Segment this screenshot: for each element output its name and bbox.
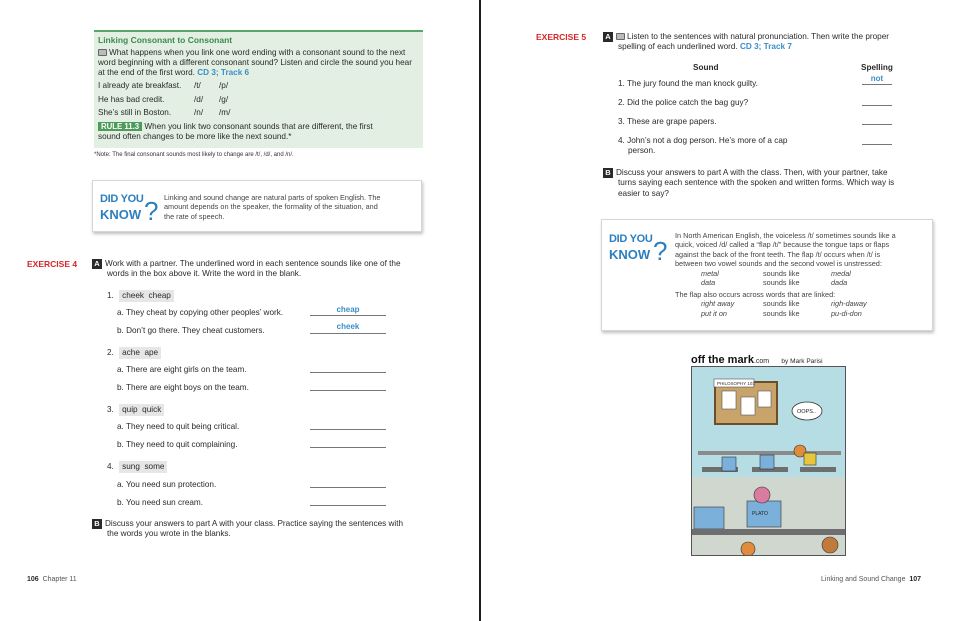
linking-example-row: He has bad credit. /d/ /g/ xyxy=(98,94,229,104)
answer-text: cheek xyxy=(336,322,360,331)
board-label: PHILOSOPHY 101 xyxy=(717,381,755,386)
answer-blank[interactable] xyxy=(862,96,892,106)
word-box: sung some xyxy=(119,461,167,473)
part-b-badge: B xyxy=(92,519,102,529)
did-you-know-text: Linking and sound change are natural parts of spoken English. The amount depends on the speaker, the formality of the situation, and the rate of speech. xyxy=(164,193,381,221)
question-mark-icon: ? xyxy=(653,236,668,266)
sentence-item: a. They cheat by copying other peoples’ work. xyxy=(117,308,284,317)
part-a-badge: A xyxy=(603,32,613,42)
exercise-4-part-b: B Discuss your answers to part A with your class. Practice saying the sentences with the words you wrote in the blanks. xyxy=(92,519,432,540)
exercise-5-instruction: A Listen to the sentences with natural pronunciation. Then write the proper spelling of each underlined word. CD 3; Track 7 xyxy=(603,32,943,53)
answer-blank[interactable] xyxy=(310,438,386,448)
speaker-icon[interactable] xyxy=(98,49,107,56)
word-box: cheek cheap xyxy=(119,290,174,302)
right-page xyxy=(481,0,960,621)
left-footer: 106 Chapter 11 xyxy=(27,576,77,583)
sentence-item: 4. John’s not a dog person. He’s more of a cap person. xyxy=(618,136,788,156)
flap-pair: data sounds like dada xyxy=(701,278,848,288)
part-a-badge: A xyxy=(92,259,102,269)
cartoon-drawing xyxy=(692,367,846,556)
word-group-3: 3. quip quick xyxy=(107,404,164,416)
cartoon-image xyxy=(691,366,846,556)
book-label: PLATO xyxy=(752,511,768,517)
sentence-item: b. They need to quit complaining. xyxy=(117,440,238,449)
sentence-item: 3. These are grape papers. xyxy=(618,117,717,126)
footnote: *Note: The final consonant sounds most likely to change are /t/, /d/, and /n/. xyxy=(94,152,294,158)
did-you-know-text: In North American English, the voiceless /t/ sometimes sounds like a quick, voiced /d/ called a “flap /t/” because the tongue taps or flaps against the back of the front teeth. The flap /t/ occurs when /t/ is between two vowel sounds and the second vowel is unstressed: metal sounds like medal data sounds like dada The flap also occurs across words that are linked: right away sounds like righ-daway put it on sounds like pu-di-don xyxy=(675,231,927,318)
linking-example-row: I already ate breakfast. /t/ /p/ xyxy=(98,81,229,91)
answer-blank[interactable] xyxy=(310,478,386,488)
answer-blank[interactable] xyxy=(310,496,386,506)
word-box: quip quick xyxy=(119,404,164,416)
sentence-item: b. You need sun cream. xyxy=(117,498,204,507)
flap-pair: right away sounds like righ-daway xyxy=(701,299,867,309)
linking-example-row: She’s still in Boston. /n/ /m/ xyxy=(98,107,231,117)
speech-bubble-text: OOPS.. xyxy=(797,409,816,415)
column-header-sound: Sound xyxy=(693,63,719,72)
answer-blank[interactable] xyxy=(310,363,386,373)
speaker-icon[interactable] xyxy=(616,33,625,40)
linking-box-title: Linking Consonant to Consonant xyxy=(98,35,233,45)
answer-text: cheap xyxy=(336,305,360,314)
part-b-badge: B xyxy=(603,168,613,178)
word-group-1: 1. cheek cheap xyxy=(107,290,174,302)
cd-track: CD 3; Track 6 xyxy=(197,68,250,78)
answer-blank[interactable] xyxy=(862,135,892,145)
linking-consonant-box xyxy=(94,30,423,148)
sentence-item: b. Don’t go there. They cheat customers. xyxy=(117,326,265,335)
cd-track: CD 3; Track 7 xyxy=(740,42,792,52)
rule-text: RULE 11.3 When you link two consonant sounds that are different, the first sound often changes to be more like the next sound.* xyxy=(98,122,373,142)
column-header-spelling: Spelling xyxy=(861,63,893,72)
sentence-item: a. They need to quit being critical. xyxy=(117,422,240,431)
flap-pair: metal sounds like medal xyxy=(701,268,851,278)
word-group-2: 2. ache ape xyxy=(107,347,161,359)
exercise-4-instruction: A Work with a partner. The underlined word in each sentence sounds like one of the words in the box above it. Write the word in the blank. xyxy=(92,259,432,280)
sentence-item: a. There are eight girls on the team. xyxy=(117,365,247,374)
word-group-4: 4. sung some xyxy=(107,461,167,473)
right-footer: Linking and Sound Change 107 xyxy=(821,576,922,583)
exercise-4-label: EXERCISE 4 xyxy=(27,259,78,269)
word-box: ache ape xyxy=(119,347,161,359)
cartoon-header: off the mark.com by Mark Parisi xyxy=(691,354,823,366)
did-you-know-box-flap xyxy=(601,219,933,331)
sentence-item: a. You need sun protection. xyxy=(117,480,217,489)
exercise-5-label: EXERCISE 5 xyxy=(536,32,587,42)
answer-text: not xyxy=(870,74,884,83)
sentence-item: 1. The jury found the man knock guilty. xyxy=(618,79,758,88)
answer-blank[interactable] xyxy=(310,420,386,430)
did-you-know-logo: DID YOU KNOW ? xyxy=(609,233,668,266)
sentence-item: 2. Did the police catch the bag guy? xyxy=(618,98,749,107)
flap-pair: put it on sounds like pu-di-don xyxy=(701,308,862,318)
did-you-know-logo: DID YOU KNOW ? xyxy=(100,193,159,226)
left-page xyxy=(0,0,479,621)
linking-box-instruction: What happens when you link one word ending with a consonant sound to the next word beginning with a different consonant sound? Listen and circle the sound you hear at the end of the first word. CD 3; Track 6 xyxy=(98,47,412,78)
answer-blank[interactable] xyxy=(862,115,892,125)
question-mark-icon: ? xyxy=(144,196,159,226)
answer-blank[interactable] xyxy=(310,381,386,391)
exercise-5-part-b: B Discuss your answers to part A with the class. Then, with your partner, take turns saying each sentence with the spoken and written forms. Which way is easier to say? xyxy=(603,168,943,199)
sentence-item: b. There are eight boys on the team. xyxy=(117,383,249,392)
did-you-know-box xyxy=(92,180,422,232)
rule-badge: RULE 11.3 xyxy=(98,122,142,131)
